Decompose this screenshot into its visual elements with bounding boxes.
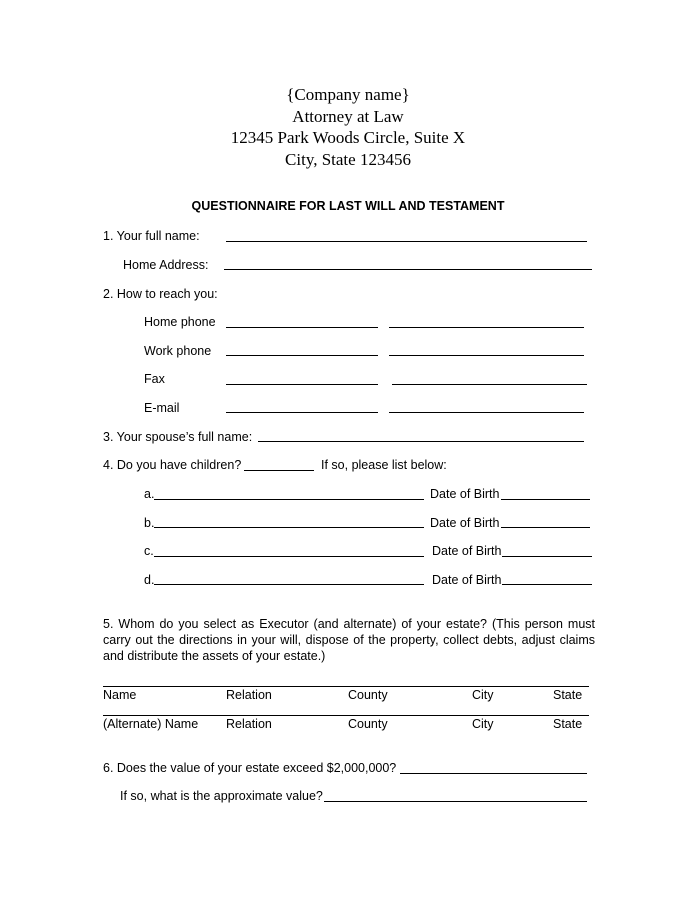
child-d-dob-field[interactable] [502, 584, 592, 585]
street-address: 12345 Park Woods Circle, Suite X [230, 128, 466, 147]
email-field-1[interactable] [226, 412, 378, 413]
alternate-name-label: (Alternate) Name [103, 717, 199, 731]
fax-label: Fax [144, 372, 165, 386]
q6-follow-label: If so, what is the approximate value? [120, 789, 323, 803]
alternate-city-label: City [472, 717, 494, 731]
company-name: {Company name} [286, 85, 410, 104]
work-phone-label: Work phone [144, 344, 212, 358]
city-state-zip: City, State 123456 [285, 150, 411, 169]
child-b-dob-field[interactable] [501, 527, 590, 528]
alternate-state-label: State [553, 717, 583, 731]
q4-label: 4. Do you have children? [103, 458, 242, 472]
alternate-relation-label: Relation [226, 717, 272, 731]
child-d-name-field[interactable] [154, 584, 424, 585]
child-d-letter: d. [144, 573, 155, 587]
fax-field-2[interactable] [392, 384, 587, 385]
estate-value-field[interactable] [324, 801, 587, 802]
child-d-dob-label: Date of Birth [432, 573, 502, 587]
child-a-dob-label: Date of Birth [430, 487, 500, 501]
home-address-field[interactable] [224, 269, 592, 270]
q6-label: 6. Does the value of your estate exceed $2,000,000? [103, 761, 397, 775]
children-yes-no-field[interactable] [244, 470, 314, 471]
q5-paragraph: 5. Whom do you select as Executor (and alternate) of your estate? (This person must carry out the directions in your will, dispose of the property, collect debts, adjust claims and distribute the assets of your estate.) [103, 617, 595, 663]
executor-county-label: County [348, 688, 388, 702]
child-c-name-field[interactable] [154, 556, 424, 557]
child-c-dob-label: Date of Birth [432, 544, 502, 558]
home-phone-label: Home phone [144, 315, 216, 329]
email-field-2[interactable] [389, 412, 584, 413]
full-name-field[interactable] [226, 241, 587, 242]
executor-name-label: Name [103, 688, 137, 702]
q2-label: 2. How to reach you: [103, 287, 218, 301]
q4-follow-text: If so, please list below: [321, 458, 447, 472]
child-b-name-field[interactable] [154, 527, 424, 528]
executor-relation-label: Relation [226, 688, 272, 702]
q1-label: 1. Your full name: [103, 229, 200, 243]
alternate-county-label: County [348, 717, 388, 731]
spouse-name-field[interactable] [258, 441, 584, 442]
attorney-title: Attorney at Law [292, 107, 404, 126]
q3-label: 3. Your spouse’s full name: [103, 430, 253, 444]
child-b-letter: b. [144, 516, 155, 530]
work-phone-field-1[interactable] [226, 355, 378, 356]
executor-city-label: City [472, 688, 494, 702]
child-a-dob-field[interactable] [501, 499, 590, 500]
alternate-executor-line[interactable] [103, 715, 589, 716]
form-title: QUESTIONNAIRE FOR LAST WILL AND TESTAMENT [191, 199, 505, 213]
child-c-dob-field[interactable] [502, 556, 592, 557]
executor-line[interactable] [103, 686, 589, 687]
estate-exceed-field[interactable] [400, 773, 587, 774]
home-address-label: Home Address: [123, 258, 209, 272]
child-a-letter: a. [144, 487, 155, 501]
child-c-letter: c. [144, 544, 154, 558]
home-phone-field-1[interactable] [226, 327, 378, 328]
email-label: E-mail [144, 401, 180, 415]
child-b-dob-label: Date of Birth [430, 516, 500, 530]
fax-field-1[interactable] [226, 384, 378, 385]
executor-state-label: State [553, 688, 583, 702]
work-phone-field-2[interactable] [389, 355, 584, 356]
home-phone-field-2[interactable] [389, 327, 584, 328]
child-a-name-field[interactable] [154, 499, 424, 500]
